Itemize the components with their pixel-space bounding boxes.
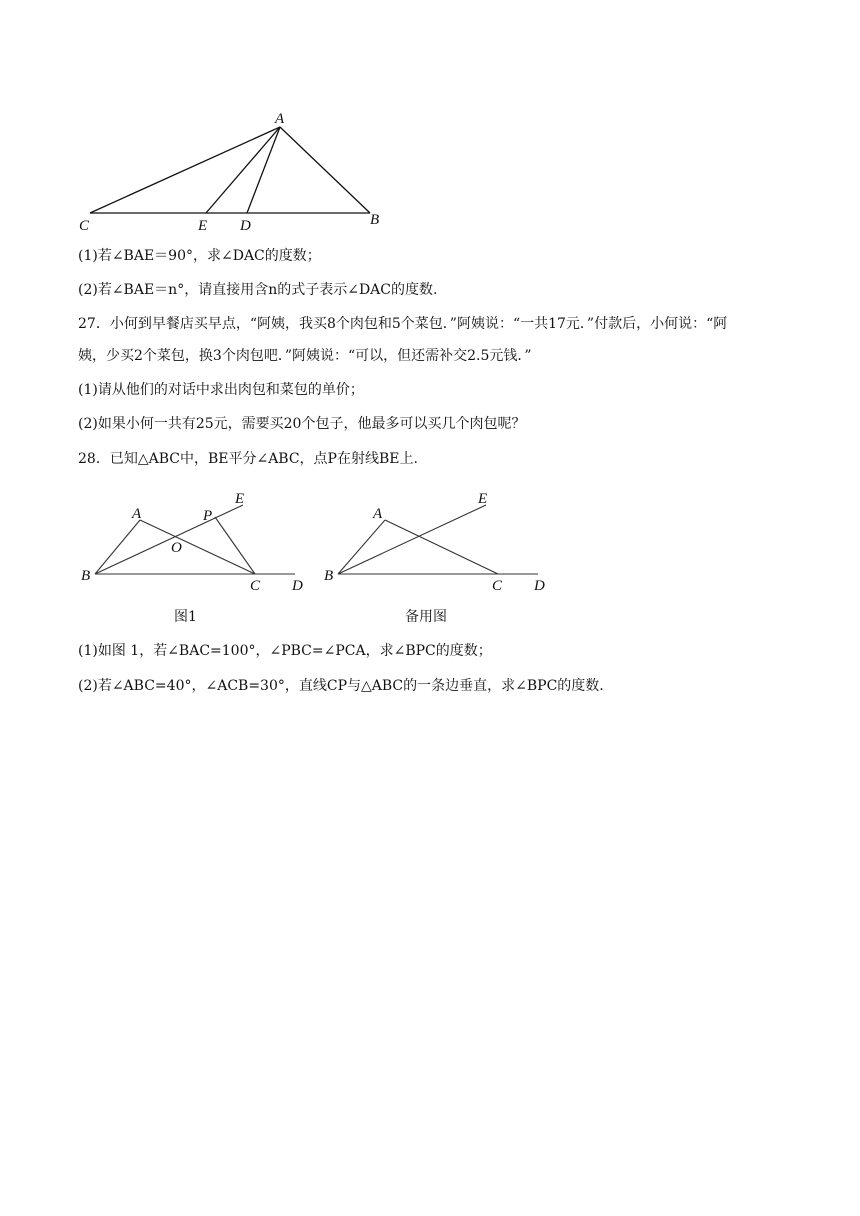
label-d: D: [240, 218, 251, 234]
q28-stem: 28．已知△ABC中，BE平分∠ABC，点P在射线BE上.: [78, 451, 418, 467]
segment-ab: [95, 520, 140, 574]
label-a: A: [373, 506, 383, 522]
label-c: C: [79, 218, 90, 234]
label-c: C: [492, 578, 503, 594]
ray-be: [338, 505, 486, 574]
q27-part1: (1)请从他们的对话中求出肉包和菜包的单价；: [78, 382, 364, 398]
segment-ac: [385, 520, 498, 574]
q26-part2: (2)若∠BAE＝n°，请直接用含n的式子表示∠DAC的度数.: [78, 282, 438, 298]
label-a: A: [132, 506, 142, 522]
label-p: P: [203, 508, 213, 524]
label-e: E: [478, 491, 488, 507]
label-e: E: [198, 218, 208, 234]
label-c: C: [250, 578, 261, 594]
q27-part2: (2)如果小何一共有25元，需要买20个包子，他最多可以买几个肉包呢？: [78, 416, 526, 432]
q28-part2: (2)若∠ABC=40°，∠ACB=30°，直线CP与△ABC的一条边垂直，求∠BPC的度数.: [78, 678, 604, 694]
ray-be: [95, 505, 243, 574]
triangle-figure-q28-fig1: [75, 485, 315, 595]
label-a: A: [275, 111, 285, 127]
segment-ab: [280, 127, 370, 213]
q27-stem-line1: 27．小何到早餐店买早点，“阿姨，我买8个肉包和5个菜包．”阿姨说：“一共17元．”付款后，小何说：“阿: [78, 316, 728, 332]
label-b: B: [81, 568, 91, 584]
label-d: D: [534, 578, 545, 594]
label-b: B: [324, 568, 334, 584]
label-b: B: [370, 212, 380, 228]
segment-pc: [215, 517, 255, 574]
segment-ac: [140, 520, 255, 574]
segment-ab: [338, 520, 385, 574]
q27-stem-line2: 姨，少买2个菜包，换3个肉包吧．”阿姨说：“可以，但还需补交2.5元钱．”: [78, 348, 532, 364]
caption-fig1: 图1: [174, 609, 197, 625]
label-e: E: [235, 491, 245, 507]
caption-spare: 备用图: [405, 609, 447, 625]
segment-ae: [206, 127, 280, 213]
label-d: D: [292, 578, 303, 594]
q28-part1: (1)如图 1，若∠BAC=100°，∠PBC=∠PCA，求∠BPC的度数；: [78, 643, 492, 659]
label-o: O: [171, 540, 182, 556]
triangle-figure-q26: [70, 105, 390, 235]
triangle-figure-q28-spare: [318, 485, 558, 595]
q26-part1: (1)若∠BAE＝90°，求∠DAC的度数；: [78, 248, 321, 264]
